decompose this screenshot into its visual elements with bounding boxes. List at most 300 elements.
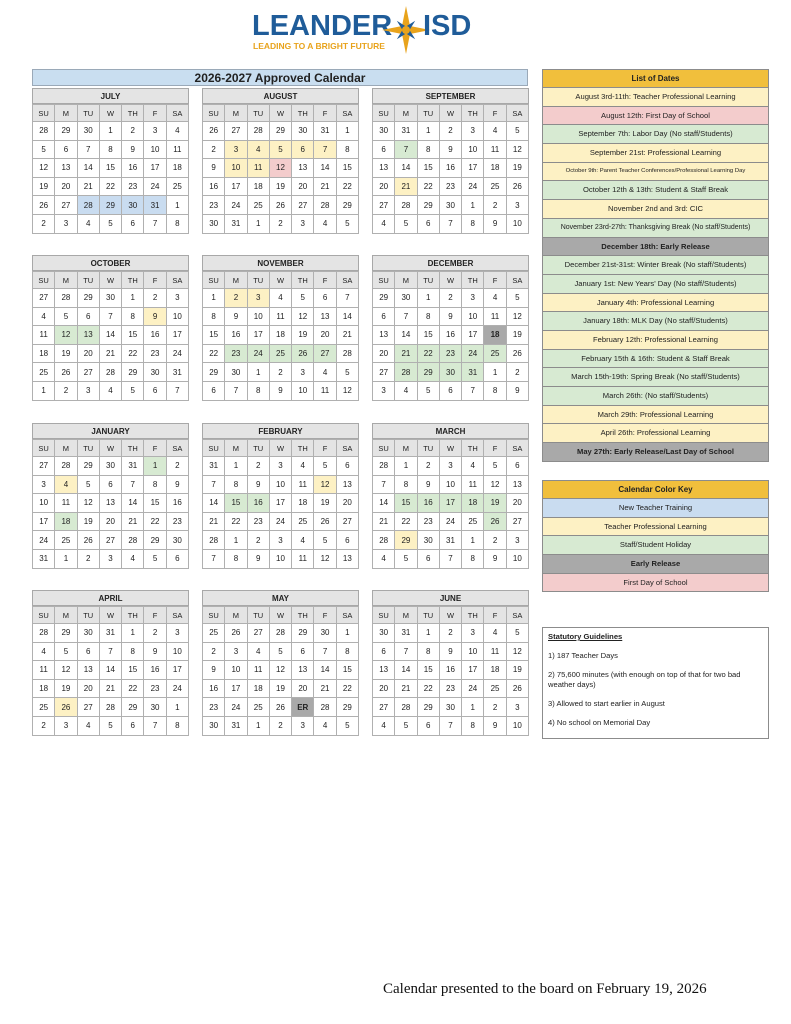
- day-of-week-header: W: [99, 105, 121, 122]
- day-cell: 2: [417, 457, 439, 476]
- day-cell: 16: [144, 326, 166, 345]
- week-row: [33, 381, 189, 400]
- day-cell: 4: [373, 214, 395, 233]
- day-cell: 31: [225, 214, 247, 233]
- day-cell: 7: [144, 716, 166, 735]
- day-cell: 12: [269, 661, 291, 680]
- day-cell: 5: [417, 381, 439, 400]
- day-cell: 4: [292, 531, 314, 550]
- day-cell: 22: [122, 344, 144, 363]
- day-cell: 8: [247, 381, 269, 400]
- day-cell: 17: [462, 159, 484, 178]
- day-cell: 27: [247, 624, 269, 643]
- statutory-guidelines: [542, 627, 769, 739]
- day-cell: 11: [33, 661, 55, 680]
- day-cell: 19: [506, 159, 528, 178]
- day-cell: 27: [373, 196, 395, 215]
- day-cell: 5: [77, 475, 99, 494]
- week-row: [203, 512, 359, 531]
- day-cell: 3: [55, 716, 77, 735]
- day-cell: 15: [144, 494, 166, 513]
- guideline-item: 2) 75,600 minutes (with enough on top of that for two bad weather days): [548, 670, 741, 689]
- day-of-week-header: W: [439, 607, 461, 624]
- day-cell: 3: [166, 289, 188, 308]
- day-cell: 4: [122, 549, 144, 568]
- day-cell: 14: [336, 307, 358, 326]
- day-cell: 20: [292, 679, 314, 698]
- week-row: [203, 381, 359, 400]
- day-cell: 9: [269, 381, 291, 400]
- day-cell: 4: [33, 642, 55, 661]
- day-cell: 2: [247, 531, 269, 550]
- day-cell: 19: [55, 344, 77, 363]
- day-cell: 22: [99, 177, 121, 196]
- day-cell: 4: [373, 549, 395, 568]
- day-of-week-header: W: [269, 607, 291, 624]
- day-cell: 6: [417, 549, 439, 568]
- day-cell: 3: [144, 122, 166, 141]
- day-cell: 25: [269, 344, 291, 363]
- day-cell: 20: [373, 344, 395, 363]
- day-cell: 10: [506, 549, 528, 568]
- day-cell: 15: [336, 159, 358, 178]
- week-row: [373, 531, 529, 550]
- day-cell: 1: [462, 698, 484, 717]
- day-cell: 8: [417, 140, 439, 159]
- day-cell: 30: [292, 122, 314, 141]
- day-cell: 27: [292, 196, 314, 215]
- date-list-item: October 9th: Parent Teacher Conferences/Professional Learning Day: [542, 163, 769, 182]
- day-cell: 26: [506, 344, 528, 363]
- week-row: [373, 698, 529, 717]
- day-cell: 10: [166, 642, 188, 661]
- week-row: [373, 457, 529, 476]
- day-cell: 10: [166, 307, 188, 326]
- day-of-week-header: SU: [33, 440, 55, 457]
- week-row: [33, 457, 189, 476]
- day-cell: 12: [314, 475, 336, 494]
- day-cell: 5: [336, 363, 358, 382]
- day-cell: 31: [439, 531, 461, 550]
- week-row: [203, 122, 359, 141]
- day-cell: 9: [144, 307, 166, 326]
- day-of-week-header: TU: [77, 272, 99, 289]
- week-row: [203, 475, 359, 494]
- day-of-week-header: TU: [417, 607, 439, 624]
- week-row: [203, 307, 359, 326]
- day-cell: 24: [33, 531, 55, 550]
- week-row: [33, 159, 189, 178]
- day-cell: 28: [336, 344, 358, 363]
- day-cell: 3: [292, 363, 314, 382]
- week-row: [203, 196, 359, 215]
- day-cell: 15: [395, 494, 417, 513]
- month-december: [372, 255, 529, 401]
- day-cell: 14: [395, 326, 417, 345]
- day-cell: 8: [166, 716, 188, 735]
- day-cell: 23: [203, 196, 225, 215]
- day-cell: 23: [144, 344, 166, 363]
- day-of-week-header: SA: [166, 272, 188, 289]
- color-key-item: Teacher Professional Learning: [542, 518, 769, 537]
- list-of-dates-title: List of Dates: [542, 69, 769, 88]
- day-cell: 20: [77, 679, 99, 698]
- day-cell: 26: [292, 344, 314, 363]
- day-of-week-header: TH: [292, 105, 314, 122]
- day-cell: 27: [33, 289, 55, 308]
- day-cell: 24: [462, 177, 484, 196]
- week-row: [203, 642, 359, 661]
- month-november: [202, 255, 359, 401]
- day-cell: 7: [314, 140, 336, 159]
- day-cell: 12: [55, 326, 77, 345]
- day-cell: 28: [314, 196, 336, 215]
- day-cell: 3: [166, 624, 188, 643]
- day-cell: 5: [395, 214, 417, 233]
- day-cell: 14: [395, 661, 417, 680]
- day-cell: 26: [55, 698, 77, 717]
- day-of-week-header: SA: [166, 607, 188, 624]
- day-cell: 15: [122, 326, 144, 345]
- day-cell: 16: [417, 494, 439, 513]
- week-row: [203, 363, 359, 382]
- day-cell: 3: [462, 624, 484, 643]
- day-of-week-header: TH: [122, 440, 144, 457]
- day-of-week-header: SA: [506, 105, 528, 122]
- day-cell: 15: [225, 494, 247, 513]
- day-cell: 24: [462, 344, 484, 363]
- day-cell: 7: [373, 475, 395, 494]
- day-of-week-header: F: [314, 440, 336, 457]
- day-cell: 24: [462, 679, 484, 698]
- day-cell: 26: [33, 196, 55, 215]
- day-cell: 10: [225, 159, 247, 178]
- day-cell: 1: [336, 122, 358, 141]
- color-key-item: Staff/Student Holiday: [542, 536, 769, 555]
- day-cell: 29: [55, 624, 77, 643]
- month-may: [202, 590, 359, 736]
- day-cell: 9: [484, 549, 506, 568]
- day-cell: 1: [203, 289, 225, 308]
- day-cell: 27: [33, 457, 55, 476]
- day-cell: 7: [166, 381, 188, 400]
- day-cell: 25: [247, 196, 269, 215]
- day-cell: 28: [33, 624, 55, 643]
- day-cell: 25: [484, 344, 506, 363]
- day-cell: 23: [225, 344, 247, 363]
- day-of-week-header: SU: [203, 272, 225, 289]
- day-cell: 21: [203, 512, 225, 531]
- day-cell: 21: [395, 679, 417, 698]
- day-cell: 8: [417, 642, 439, 661]
- day-cell: 10: [292, 381, 314, 400]
- month-july: [32, 88, 189, 234]
- day-cell: 16: [166, 494, 188, 513]
- day-cell: 30: [439, 698, 461, 717]
- day-cell: 28: [203, 531, 225, 550]
- day-of-week-header: W: [269, 105, 291, 122]
- day-cell: 29: [122, 363, 144, 382]
- day-cell: 24: [225, 698, 247, 717]
- month-name: JUNE: [372, 590, 529, 606]
- day-cell: 19: [292, 326, 314, 345]
- day-of-week-header: SU: [373, 272, 395, 289]
- day-cell: 18: [292, 494, 314, 513]
- day-cell: 11: [484, 307, 506, 326]
- week-row: [373, 494, 529, 513]
- day-cell: 9: [225, 307, 247, 326]
- day-cell: 30: [99, 457, 121, 476]
- day-cell: 8: [225, 475, 247, 494]
- day-cell: 11: [55, 494, 77, 513]
- month-name: MARCH: [372, 423, 529, 439]
- day-cell: 26: [484, 512, 506, 531]
- day-cell: 10: [269, 549, 291, 568]
- week-row: [373, 140, 529, 159]
- week-row: [373, 289, 529, 308]
- week-row: [33, 326, 189, 345]
- day-cell: 13: [373, 159, 395, 178]
- week-row: [373, 196, 529, 215]
- day-cell: 11: [269, 307, 291, 326]
- day-cell: 2: [55, 381, 77, 400]
- month-june: [372, 590, 529, 736]
- day-cell: 2: [122, 122, 144, 141]
- day-cell: 13: [336, 475, 358, 494]
- day-cell: 29: [144, 531, 166, 550]
- day-of-week-header: SA: [336, 105, 358, 122]
- day-cell: 28: [33, 122, 55, 141]
- day-cell: 19: [269, 679, 291, 698]
- day-cell: 10: [462, 140, 484, 159]
- day-cell: 1: [166, 196, 188, 215]
- day-cell: 1: [122, 624, 144, 643]
- day-cell: 17: [439, 494, 461, 513]
- day-cell: 7: [99, 307, 121, 326]
- day-cell: 4: [484, 122, 506, 141]
- day-cell: 7: [439, 214, 461, 233]
- day-cell: 2: [203, 140, 225, 159]
- day-cell: 4: [314, 214, 336, 233]
- day-cell: 9: [484, 214, 506, 233]
- week-row: [203, 177, 359, 196]
- day-cell: 9: [506, 381, 528, 400]
- day-cell: 20: [314, 326, 336, 345]
- day-cell: 1: [225, 457, 247, 476]
- day-cell: 9: [247, 475, 269, 494]
- week-row: [373, 679, 529, 698]
- day-cell: 28: [99, 363, 121, 382]
- day-cell: 4: [395, 381, 417, 400]
- day-cell: 28: [373, 457, 395, 476]
- day-cell: 4: [247, 140, 269, 159]
- color-key-title: Calendar Color Key: [542, 480, 769, 499]
- day-cell: 12: [314, 549, 336, 568]
- day-cell: 2: [77, 549, 99, 568]
- day-cell: 5: [269, 140, 291, 159]
- day-cell: 7: [77, 140, 99, 159]
- day-cell: 27: [99, 531, 121, 550]
- guideline-item: 1) 187 Teacher Days: [548, 651, 618, 660]
- day-cell: 14: [77, 159, 99, 178]
- day-cell: 9: [439, 307, 461, 326]
- day-cell: 6: [99, 475, 121, 494]
- day-cell: 4: [484, 624, 506, 643]
- day-cell: 8: [166, 214, 188, 233]
- day-cell: 23: [439, 177, 461, 196]
- date-list-item: January 4th: Professional Learning: [542, 294, 769, 313]
- day-cell: 6: [439, 381, 461, 400]
- day-cell: 25: [247, 698, 269, 717]
- day-cell: 1: [395, 457, 417, 476]
- day-of-week-header: TH: [462, 272, 484, 289]
- day-cell: 3: [247, 289, 269, 308]
- day-of-week-header: TU: [417, 440, 439, 457]
- day-of-week-header: F: [314, 105, 336, 122]
- week-row: [33, 512, 189, 531]
- day-cell: 23: [417, 512, 439, 531]
- day-cell: 1: [417, 289, 439, 308]
- day-cell: 11: [462, 475, 484, 494]
- day-of-week-header: F: [144, 272, 166, 289]
- day-of-week-header: M: [395, 272, 417, 289]
- day-cell: 22: [417, 177, 439, 196]
- day-cell: 9: [122, 140, 144, 159]
- week-row: [373, 326, 529, 345]
- day-cell: 5: [336, 214, 358, 233]
- day-of-week-header: W: [269, 272, 291, 289]
- day-cell: 5: [484, 457, 506, 476]
- week-row: [33, 531, 189, 550]
- day-cell: 25: [484, 679, 506, 698]
- day-cell: 11: [292, 549, 314, 568]
- week-row: [203, 549, 359, 568]
- day-cell: 30: [144, 363, 166, 382]
- day-of-week-header: M: [395, 440, 417, 457]
- day-of-week-header: W: [439, 440, 461, 457]
- day-cell: 17: [225, 679, 247, 698]
- date-list-item: August 3rd-11th: Teacher Professional Learning: [542, 88, 769, 107]
- day-cell: 4: [269, 289, 291, 308]
- week-row: [33, 177, 189, 196]
- day-cell: 4: [247, 642, 269, 661]
- day-cell: 5: [395, 549, 417, 568]
- day-cell: 3: [439, 457, 461, 476]
- day-cell: 18: [33, 344, 55, 363]
- day-cell: 26: [269, 196, 291, 215]
- day-cell: 10: [506, 214, 528, 233]
- day-cell: 8: [203, 307, 225, 326]
- day-cell: 6: [122, 716, 144, 735]
- day-cell: 2: [439, 289, 461, 308]
- guideline-item: 3) Allowed to start earlier in August: [548, 699, 665, 708]
- day-cell: 6: [373, 140, 395, 159]
- day-cell: 30: [99, 289, 121, 308]
- day-cell: 4: [314, 363, 336, 382]
- day-cell: 14: [373, 494, 395, 513]
- week-row: [33, 475, 189, 494]
- day-cell: 7: [439, 716, 461, 735]
- day-cell: 8: [144, 475, 166, 494]
- day-cell: 21: [99, 679, 121, 698]
- day-of-week-header: F: [144, 607, 166, 624]
- date-list-item: January 18th: MLK Day (No staff/Students): [542, 312, 769, 331]
- day-cell: 6: [506, 457, 528, 476]
- week-row: [203, 289, 359, 308]
- day-cell: 28: [373, 531, 395, 550]
- day-cell: 6: [292, 642, 314, 661]
- day-cell: 18: [55, 512, 77, 531]
- day-cell: 10: [462, 642, 484, 661]
- day-cell: 31: [166, 363, 188, 382]
- month-march: [372, 423, 529, 569]
- day-cell: 17: [166, 661, 188, 680]
- day-cell: 6: [122, 214, 144, 233]
- day-cell: 1: [122, 289, 144, 308]
- day-cell: 2: [269, 716, 291, 735]
- day-cell: 11: [292, 475, 314, 494]
- day-cell: 9: [203, 159, 225, 178]
- day-cell: 16: [144, 661, 166, 680]
- day-of-week-header: TH: [462, 105, 484, 122]
- day-cell: 28: [55, 289, 77, 308]
- day-cell: 8: [462, 716, 484, 735]
- day-cell: 4: [166, 122, 188, 141]
- day-cell: 19: [33, 177, 55, 196]
- day-cell: 18: [247, 679, 269, 698]
- day-cell: 5: [122, 381, 144, 400]
- week-row: [33, 307, 189, 326]
- month-august: [202, 88, 359, 234]
- day-cell: 6: [55, 140, 77, 159]
- day-cell: 7: [395, 642, 417, 661]
- day-cell: 25: [484, 177, 506, 196]
- day-of-week-header: M: [225, 607, 247, 624]
- day-cell: 30: [439, 363, 461, 382]
- day-cell: 30: [144, 698, 166, 717]
- day-cell: 29: [395, 531, 417, 550]
- day-cell: 24: [269, 512, 291, 531]
- day-cell: 7: [203, 475, 225, 494]
- month-name: JANUARY: [32, 423, 189, 439]
- day-cell: 7: [462, 381, 484, 400]
- day-cell: 18: [247, 177, 269, 196]
- day-of-week-header: TU: [77, 440, 99, 457]
- day-cell: 2: [247, 457, 269, 476]
- day-cell: 2: [269, 363, 291, 382]
- day-cell: 18: [484, 326, 506, 345]
- day-cell: 9: [166, 475, 188, 494]
- day-cell: 13: [292, 159, 314, 178]
- day-cell: 18: [484, 159, 506, 178]
- week-row: [203, 326, 359, 345]
- day-cell: 10: [247, 307, 269, 326]
- week-row: [203, 214, 359, 233]
- day-of-week-header: F: [314, 607, 336, 624]
- day-cell: 24: [247, 344, 269, 363]
- day-cell: 4: [314, 716, 336, 735]
- day-cell: 18: [33, 679, 55, 698]
- day-cell: 2: [33, 214, 55, 233]
- day-cell: 2: [203, 642, 225, 661]
- day-cell: 5: [55, 307, 77, 326]
- week-row: [373, 716, 529, 735]
- day-cell: 16: [439, 661, 461, 680]
- day-cell: 17: [166, 326, 188, 345]
- day-cell: 9: [439, 140, 461, 159]
- day-cell: 19: [506, 326, 528, 345]
- day-cell: 8: [395, 475, 417, 494]
